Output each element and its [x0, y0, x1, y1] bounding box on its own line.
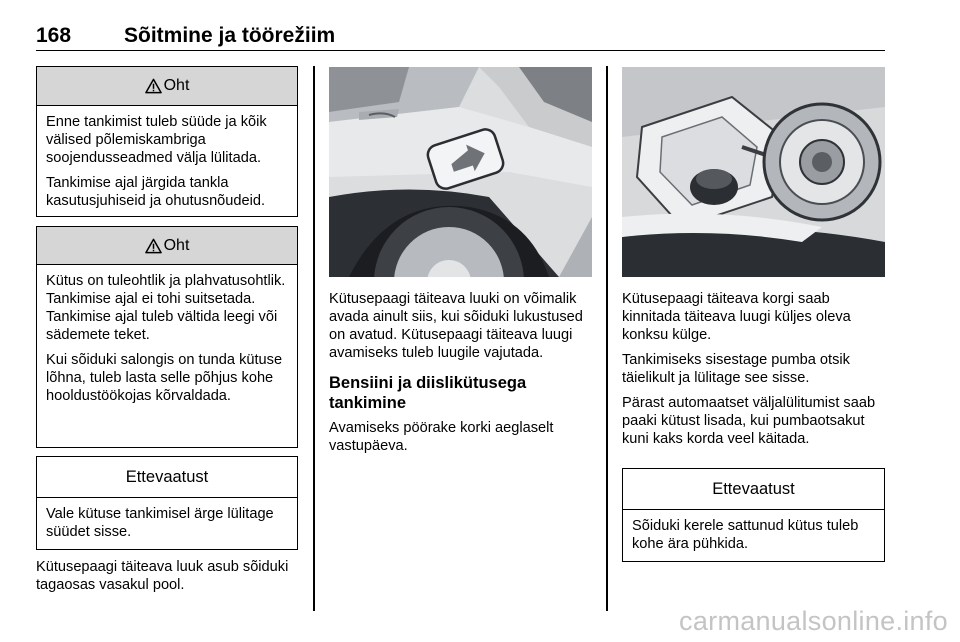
caution-text: Vale kütuse tankimisel ärge lülitage süüdet sisse.	[46, 506, 274, 540]
caution-box-1	[36, 456, 298, 550]
section-heading: Bensiini ja diislikütusega tankimine	[329, 374, 527, 412]
fuel-flap-illustration	[329, 67, 592, 277]
nozzle-insert-text: Tankimiseks sisestage pumba otsik täielikult ja lülitage see sisse.	[622, 352, 850, 386]
column3-text	[622, 290, 887, 455]
caution-label: Ettevaatust	[125, 467, 209, 486]
column-divider	[606, 66, 608, 611]
refill-text: Pärast automaatset väljalülitumist saab paaki kütust lisada, kui pumbaotsakut kuni kaks korda veel käitada.	[622, 395, 876, 447]
page-number: 168	[36, 24, 72, 47]
fuel-cap-on-hook-icon	[622, 67, 885, 277]
fuel-flap-open-text: Kütusepaagi täiteava luuki on võimalik avada ainult siis, kui sõiduki lukustused on avatud. Kütusepaagi täiteava luugi avamiseks tuleb luugile vajutada.	[329, 291, 583, 361]
column-divider	[313, 66, 315, 611]
warning-label: Oht	[163, 77, 190, 94]
fuel-flap-location-text: Kütusepaagi täiteava luuk asub sõiduki tagaosas vasakul pool.	[36, 559, 289, 593]
fuel-cap-illustration	[622, 67, 885, 277]
caution-label: Ettevaatust	[712, 479, 795, 498]
warning-paragraph: Enne tankimist tuleb süüde ja kõik välised põlemiskambriga soojendusseadmed välja lülitada.	[46, 114, 267, 166]
warning-box-2	[36, 226, 298, 448]
warning-paragraph: Kütus on tuleohtlik ja plahvatusohtlik. Tankimise ajal ei tohi suitsetada. Tankimise ajal tuleb vältida leegi või sädemete teket.	[46, 273, 286, 343]
warning-triangle-icon	[145, 238, 162, 254]
caution-box-2	[622, 468, 885, 562]
site-watermark: carmanualsonline.info	[679, 606, 948, 636]
warning-triangle-icon	[145, 78, 162, 94]
warning-paragraph: Kui sõiduki salongis on tunda kütuse lõhna, tuleb lasta selle põhjus kohe hooldustöökojas kõrvaldada.	[46, 352, 283, 404]
column2-text	[329, 290, 594, 462]
page-header	[36, 22, 885, 51]
caution-header	[37, 457, 297, 498]
warning-header	[37, 67, 297, 106]
warning-paragraph: Tankimise ajal järgida tankla kasutusjuhiseid ja ohutusnõudeid.	[46, 175, 266, 209]
caution-text: Sõiduki kerele sattunud kütus tuleb kohe ära pühkida.	[632, 518, 859, 552]
caution-header	[623, 469, 884, 510]
warning-box-1	[36, 66, 298, 217]
warning-header	[37, 227, 297, 265]
open-cap-text: Avamiseks pöörake korki aeglaselt vastupäeva.	[329, 420, 554, 454]
warning-label: Oht	[163, 236, 190, 254]
cap-hook-text: Kütusepaagi täiteava korgi saab kinnitada täiteava luugi küljes oleva konksu külge.	[622, 291, 851, 343]
page-title: Sõitmine ja töörežiim	[124, 24, 336, 47]
car-rear-fuel-flap-icon	[329, 67, 592, 277]
